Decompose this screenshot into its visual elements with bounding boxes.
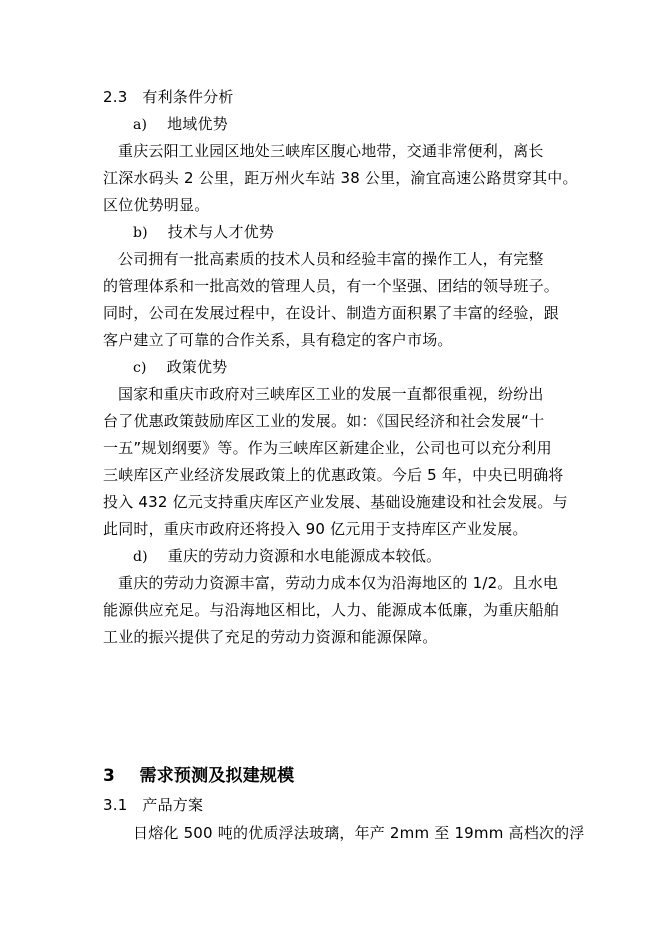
paragraph-line: 一五”规划纲要》等。作为三峡库区新建企业，公司也可以充分利用 — [103, 439, 552, 457]
section-2-3-heading — [103, 87, 234, 107]
item-a-heading — [133, 114, 228, 135]
paragraph-line: 重庆的劳动力资源丰富，劳动力成本仅为沿海地区的 1/2。且水电 — [118, 574, 559, 592]
paragraph-line: 客户建立了可靠的合作关系，具有稳定的客户市场。 — [103, 331, 453, 349]
paragraph-line: 国家和重庆市政府对三峡库区工业的发展一直都很重视，纷纷出 — [118, 385, 544, 403]
paragraph-line: 工业的振兴提供了充足的劳动力资源和能源保障。 — [103, 628, 438, 646]
section-title: 产品方案 — [142, 796, 204, 814]
paragraph-line: 的管理体系和一批高效的管理人员，有一个坚强、团结的领导班子。 — [103, 277, 560, 295]
item-marker: d) — [133, 549, 148, 565]
item-b-heading — [133, 222, 274, 243]
section-number: 2.3 — [103, 88, 128, 106]
paragraph-line: 公司拥有一批高素质的技术人员和经验丰富的操作工人，有完整 — [118, 250, 544, 268]
section-3-heading — [103, 766, 294, 786]
item-marker: a) — [133, 117, 148, 133]
paragraph-line: 三峡库区产业经济发展政策上的优惠政策。今后 5 年，中央已明确将 — [103, 466, 564, 484]
paragraph-line: 投入 432 亿元支持重庆库区产业发展、基础设施建设和社会发展。与 — [103, 493, 568, 511]
paragraph-line: 重庆云阳工业园区地处三峡库区腹心地带，交通非常便利，离长 — [118, 142, 544, 160]
item-title: 政策优势 — [166, 358, 228, 376]
item-title: 技术与人才优势 — [167, 223, 275, 241]
section-title: 需求预测及拟建规模 — [139, 766, 295, 786]
paragraph-line: 此同时，重庆市政府还将投入 90 亿元用于支持库区产业发展。 — [103, 520, 528, 538]
item-marker: b) — [133, 225, 148, 241]
item-c-heading — [133, 357, 227, 378]
item-marker: c) — [133, 360, 147, 376]
section-3-1-heading — [103, 795, 203, 815]
paragraph-line: 台了优惠政策鼓励库区工业的发展。如：《国民经济和社会发展“十 — [103, 412, 545, 430]
item-d-heading — [133, 546, 441, 567]
paragraph-line: 江深水码头 2 公里，距万州火车站 38 公里，渝宜高速公路贯穿其中。 — [103, 169, 578, 187]
paragraph-line: 区位优势明显。 — [103, 196, 210, 214]
paragraph-line: 同时，公司在发展过程中，在设计、制造方面积累了丰富的经验，跟 — [103, 304, 560, 322]
item-title: 地域优势 — [167, 115, 228, 133]
section-title: 有利条件分析 — [142, 88, 234, 106]
paragraph-line: 能源供应充足。与沿海地区相比，人力、能源成本低廉，为重庆船舶 — [103, 601, 560, 619]
item-title: 重庆的劳动力资源和水电能源成本较低。 — [167, 547, 442, 565]
section-number: 3.1 — [103, 796, 128, 814]
section-number: 3 — [103, 766, 116, 786]
paragraph-line: 日熔化 500 吨的优质浮法玻璃，年产 2mm 至 19mm 高档次的浮 — [133, 824, 585, 842]
